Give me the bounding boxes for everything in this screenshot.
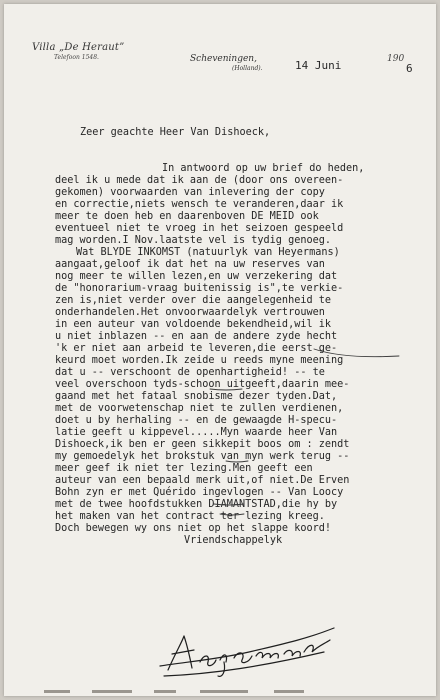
province-name: (Holland). bbox=[232, 65, 263, 72]
body-line: in een auteur van voldoende bekendheid,wil ik bbox=[55, 319, 332, 330]
body-line: Bohn zyn er met Quérido ingevlogen -- Van Loocy bbox=[55, 487, 344, 498]
body-line: doet u by herhaling -- en de gewaagde H-specu- bbox=[55, 415, 338, 426]
body-line: In antwoord op uw brief do heden, bbox=[162, 163, 365, 174]
villa-name: Villa „De Heraut” bbox=[32, 42, 125, 53]
body-line: en correctie,niets wensch te veranderen,daar ik bbox=[55, 199, 344, 210]
body-line: gekomen) voorwaarden van inlevering der copy bbox=[55, 187, 325, 198]
body-line: met de twee hoofdstukken DIAMANTSTAD,die hy by bbox=[55, 499, 338, 510]
body-line: latie geeft u kippevel.....Myn waarde heer Van bbox=[55, 427, 338, 438]
body-line: aangaat,geloof ik dat het na uw reserves van bbox=[55, 259, 325, 270]
body-line: 'k er niet aan arbeid te leveren,die eerst ge- bbox=[55, 343, 338, 354]
year-typed: 6 bbox=[406, 62, 413, 75]
telephone-number: Telefoon 1548. bbox=[54, 54, 99, 61]
signature bbox=[154, 622, 344, 682]
body-line: deel ik u mede dat ik aan de (door ons overeen- bbox=[55, 175, 344, 186]
body-line: veel overschoon tyds-schoon uitgeeft,daarin mee- bbox=[55, 379, 350, 390]
body-line: de "honorarium-vraag buitenissig is",te verkie- bbox=[55, 283, 344, 294]
body-line: auteur van een bepaald merk uit,of niet.De Erven bbox=[55, 475, 350, 486]
body-line: het maken van het contract ter lezing kreeg. bbox=[55, 511, 325, 522]
body-line: keurd moet worden.Ik zeide u reeds myne meening bbox=[55, 355, 344, 366]
body-line: dat u -- verschoont de openhartigheid! -- te bbox=[55, 367, 325, 378]
body-line: gaand met het fataal snobisme dezer tyden.Dat, bbox=[55, 391, 338, 402]
body-line: onderhandelen.Het onvoorwaardelyk vertrouwen bbox=[55, 307, 325, 318]
year-printed: 190 bbox=[387, 54, 405, 64]
letter-sheet bbox=[4, 4, 436, 696]
body-line: my gemoedelyk het brokstuk van myn werk terug -- bbox=[55, 451, 350, 462]
body-line: meer te doen heb en daarenboven DE MEID ook bbox=[55, 211, 319, 222]
body-line: u niet inblazen -- en aan de andere zyde hecht bbox=[55, 331, 338, 342]
body-line: mag worden.I Nov.laatste vel is tydig genoeg. bbox=[55, 235, 332, 246]
body-line: Wat BLYDE INKOMST (natuurlyk van Heyermans) bbox=[76, 247, 340, 258]
city-name: Scheveningen, bbox=[190, 54, 257, 64]
letter-date: 14 Juni bbox=[295, 59, 342, 72]
bottom-edge-marks bbox=[4, 684, 436, 696]
body-line: Dishoeck,ik ben er geen sikkepit boos om : zendt bbox=[55, 439, 350, 450]
body-line: met de voorwetenschap niet te zullen verdienen, bbox=[55, 403, 344, 414]
salutation: Zeer geachte Heer Van Dishoeck, bbox=[80, 127, 271, 138]
handwritten-underlines bbox=[4, 4, 436, 696]
closing: Vriendschappelyk bbox=[184, 535, 283, 546]
body-line: Doch bewegen wy ons niet op het slappe koord! bbox=[55, 523, 332, 534]
body-line: zen is,niet verder over die aangelegenheid te bbox=[55, 295, 332, 306]
body-line: nog meer te willen lezen,en uw verzekering dat bbox=[55, 271, 338, 282]
body-line: eventueel niet te vroeg in het seizoen gespeeld bbox=[55, 223, 344, 234]
body-line: meer geef ik niet ter lezing.Men geeft een bbox=[55, 463, 313, 474]
